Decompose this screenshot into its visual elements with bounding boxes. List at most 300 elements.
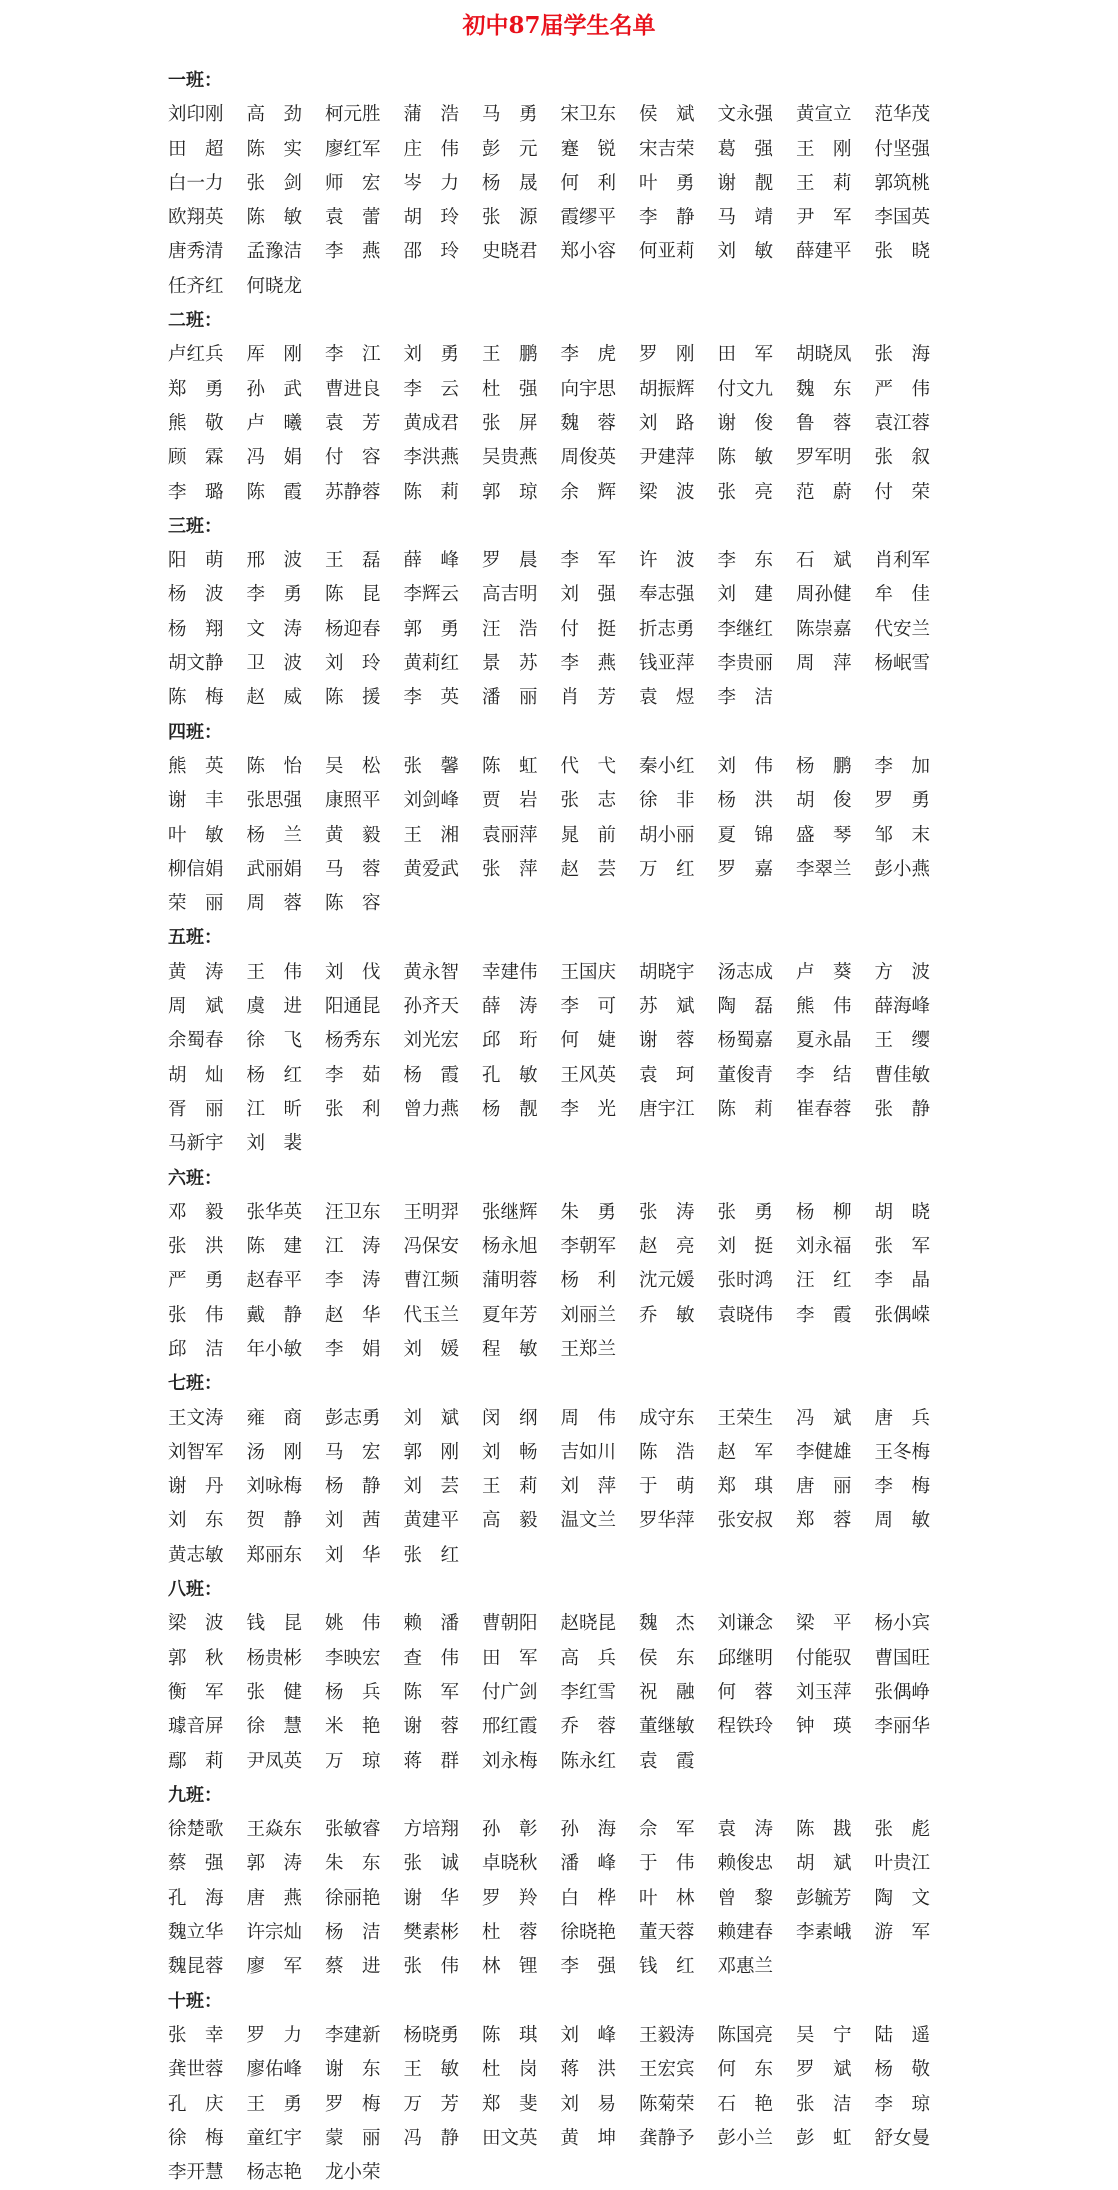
student-name: 孙 武 — [246, 378, 303, 400]
student-name: 胡小丽 — [639, 824, 695, 846]
student-name: 郭筑桃 — [874, 172, 931, 194]
student-name: 廖佑峰 — [246, 2059, 303, 2081]
student-name: 李 璐 — [168, 481, 224, 503]
student-name: 胥 丽 — [168, 1098, 224, 1120]
student-name: 邓惠兰 — [717, 1956, 774, 1978]
student-name: 陈 建 — [246, 1236, 303, 1258]
student-name: 牟 佳 — [874, 584, 931, 606]
student-name: 李 茹 — [325, 1064, 381, 1086]
student-name: 梁 波 — [168, 1613, 224, 1635]
student-name: 陈 敏 — [717, 447, 774, 469]
student-name: 师 宏 — [325, 172, 381, 194]
student-name: 郑 琪 — [717, 1476, 774, 1498]
name-row — [168, 2122, 968, 2156]
name-row — [168, 1504, 968, 1538]
student-name: 米 艳 — [325, 1716, 381, 1738]
student-name: 胡文静 — [168, 653, 224, 675]
student-name: 杨 洪 — [717, 790, 774, 812]
student-name: 王荣生 — [717, 1407, 774, 1429]
student-name: 黄宣立 — [796, 104, 852, 126]
student-name: 杨 翔 — [168, 618, 224, 640]
student-name: 张 洁 — [796, 2093, 852, 2115]
student-name: 余 辉 — [560, 481, 617, 503]
student-name: 王 敏 — [403, 2059, 460, 2081]
student-name: 李 江 — [325, 344, 381, 366]
student-name: 陈 琪 — [482, 2024, 538, 2046]
name-row — [168, 1059, 968, 1093]
student-name: 王 湘 — [403, 824, 460, 846]
student-name: 乔 蓉 — [560, 1716, 617, 1738]
student-name: 肖 芳 — [560, 687, 617, 709]
student-name: 周孙健 — [796, 584, 852, 606]
class-heading: 十班： — [168, 1990, 222, 2012]
student-name: 赵 华 — [325, 1304, 381, 1326]
student-name: 张 静 — [874, 1098, 931, 1120]
class-heading: 二班： — [168, 310, 222, 332]
student-name: 闵 纲 — [482, 1407, 538, 1429]
student-name: 廖红军 — [325, 138, 381, 160]
student-name: 罗 刚 — [639, 344, 695, 366]
student-name: 田 军 — [717, 344, 774, 366]
student-name: 杨秀东 — [325, 1030, 381, 1052]
student-name: 刘 路 — [639, 412, 695, 434]
student-name: 温文兰 — [560, 1510, 617, 1532]
student-name: 梁 波 — [639, 481, 695, 503]
student-name: 霞缪平 — [560, 207, 617, 229]
student-name: 张 屏 — [482, 412, 538, 434]
student-name: 武丽娟 — [246, 858, 303, 880]
student-name: 刘 强 — [560, 584, 617, 606]
student-name: 许 波 — [639, 550, 695, 572]
student-name: 王 莉 — [796, 172, 852, 194]
student-name: 邢红霞 — [482, 1716, 538, 1738]
student-name: 曹朝阳 — [482, 1613, 538, 1635]
student-name: 张华英 — [246, 1201, 303, 1223]
student-name: 魏立华 — [168, 1922, 224, 1944]
student-name: 杜 蓉 — [482, 1922, 538, 1944]
student-name: 苏 斌 — [639, 996, 695, 1018]
student-name: 王国庆 — [560, 961, 617, 983]
student-name: 张 剑 — [246, 172, 303, 194]
name-row — [168, 1710, 968, 1744]
student-name: 卢 葵 — [796, 961, 852, 983]
student-name: 赵 亮 — [639, 1236, 695, 1258]
student-name: 胡 玲 — [403, 207, 460, 229]
class-roster — [168, 64, 968, 2190]
student-name: 奉志强 — [639, 584, 695, 606]
student-name: 汪卫东 — [325, 1201, 381, 1223]
student-name: 李 霞 — [796, 1304, 852, 1326]
student-name: 李 静 — [639, 207, 695, 229]
student-name: 张 晓 — [874, 241, 931, 263]
student-name: 罗军明 — [796, 447, 852, 469]
student-name: 薛建平 — [796, 241, 852, 263]
student-name: 柳信娟 — [168, 858, 224, 880]
name-row — [168, 270, 968, 304]
name-row — [168, 956, 968, 990]
student-name: 张 勇 — [717, 1201, 774, 1223]
student-name: 杨 兰 — [246, 824, 303, 846]
student-name: 李 强 — [560, 1956, 617, 1978]
student-name: 付能驭 — [796, 1647, 852, 1669]
student-name: 张安叔 — [717, 1510, 774, 1532]
student-name: 曾力燕 — [403, 1098, 460, 1120]
student-name: 谢 蓉 — [403, 1716, 460, 1738]
student-name: 尹凤英 — [246, 1750, 303, 1772]
student-name: 刘 萍 — [560, 1476, 617, 1498]
student-name: 胡 俊 — [796, 790, 852, 812]
student-name: 方 波 — [874, 961, 931, 983]
student-name: 赵晓昆 — [560, 1613, 617, 1635]
student-name: 秦小红 — [639, 755, 695, 777]
student-name: 张 海 — [874, 344, 931, 366]
student-name: 钱 昆 — [246, 1613, 303, 1635]
student-name: 刘谦念 — [717, 1613, 774, 1635]
student-name: 王 伟 — [246, 961, 303, 983]
student-name: 于 伟 — [639, 1853, 695, 1875]
student-name: 黄 坤 — [560, 2127, 617, 2149]
name-row — [168, 338, 968, 372]
student-name: 孙 彰 — [482, 1819, 538, 1841]
student-name: 赖 潘 — [403, 1613, 460, 1635]
student-name: 李 云 — [403, 378, 460, 400]
student-name: 程铁玲 — [717, 1716, 774, 1738]
student-name: 彭 虹 — [796, 2127, 852, 2149]
student-name: 李洪燕 — [403, 447, 460, 469]
student-name: 薛海峰 — [874, 996, 931, 1018]
student-name: 杨 靓 — [482, 1098, 538, 1120]
class-heading: 四班： — [168, 721, 222, 743]
student-name: 苏静蓉 — [325, 481, 381, 503]
student-name: 刘 裴 — [246, 1133, 303, 1155]
name-row — [168, 887, 968, 921]
student-name: 魏 杰 — [639, 1613, 695, 1635]
student-name: 宋卫东 — [560, 104, 617, 126]
student-name: 陈永红 — [560, 1750, 617, 1772]
student-name: 刘 媛 — [403, 1338, 460, 1360]
student-name: 魏 蓉 — [560, 412, 617, 434]
student-name: 王 磊 — [325, 550, 381, 572]
student-name: 付文九 — [717, 378, 774, 400]
class-heading: 七班： — [168, 1373, 222, 1395]
student-name: 田 超 — [168, 138, 224, 160]
student-name: 邹 末 — [874, 824, 931, 846]
student-name: 厍 刚 — [246, 344, 303, 366]
student-name: 史晓君 — [482, 241, 538, 263]
student-name: 璩音屏 — [168, 1716, 224, 1738]
student-name: 方培翔 — [403, 1819, 460, 1841]
student-name: 王郑兰 — [560, 1338, 617, 1360]
student-name: 杨 敬 — [874, 2059, 931, 2081]
student-name: 李 琼 — [874, 2093, 931, 2115]
student-name: 阳 萌 — [168, 550, 224, 572]
student-name: 何晓龙 — [246, 275, 303, 297]
student-name: 唐 兵 — [874, 1407, 931, 1429]
class-heading: 六班： — [168, 1167, 222, 1189]
student-name: 李 军 — [560, 550, 617, 572]
student-name: 孙 海 — [560, 1819, 617, 1841]
name-row — [168, 1470, 968, 1504]
student-name: 杨小宾 — [874, 1613, 931, 1635]
student-name: 叶 敏 — [168, 824, 224, 846]
student-name: 夏 锦 — [717, 824, 774, 846]
student-name: 陈 昆 — [325, 584, 381, 606]
student-name: 杨 利 — [560, 1270, 617, 1292]
student-name: 卢红兵 — [168, 344, 224, 366]
student-name: 梁 平 — [796, 1613, 852, 1635]
student-name: 王毅涛 — [639, 2024, 695, 2046]
student-name: 汤志成 — [717, 961, 774, 983]
student-name: 张 亮 — [717, 481, 774, 503]
student-name: 彭 元 — [482, 138, 538, 160]
student-name: 邱 洁 — [168, 1338, 224, 1360]
student-name: 付坚强 — [874, 138, 931, 160]
student-name: 薛 涛 — [482, 996, 538, 1018]
student-name: 马 勇 — [482, 104, 538, 126]
student-name: 王明羿 — [403, 1201, 460, 1223]
student-name: 刘智军 — [168, 1441, 224, 1463]
student-name: 徐 梅 — [168, 2127, 224, 2149]
student-name: 林 锂 — [482, 1956, 538, 1978]
student-name: 廖 军 — [246, 1956, 303, 1978]
class-section — [168, 304, 968, 510]
student-name: 魏昆蓉 — [168, 1956, 224, 1978]
student-name: 李 娟 — [325, 1338, 381, 1360]
student-name: 邱 珩 — [482, 1030, 538, 1052]
name-row — [168, 2088, 968, 2122]
student-name: 魏 东 — [796, 378, 852, 400]
student-name: 陈 莉 — [717, 1098, 774, 1120]
class-section — [168, 510, 968, 716]
name-row — [168, 853, 968, 887]
student-name: 田文英 — [482, 2127, 538, 2149]
student-name: 杨 鹏 — [796, 755, 852, 777]
student-name: 赖俊忠 — [717, 1853, 774, 1875]
name-row — [168, 1024, 968, 1058]
class-section — [168, 1985, 968, 2190]
student-name: 李 燕 — [560, 653, 617, 675]
student-name: 周俊英 — [560, 447, 617, 469]
student-name: 袁晓伟 — [717, 1304, 774, 1326]
student-name: 葛 强 — [717, 138, 774, 160]
student-name: 杨蜀嘉 — [717, 1030, 774, 1052]
student-name: 徐 慧 — [246, 1716, 303, 1738]
student-name: 阳通昆 — [325, 996, 381, 1018]
student-name: 万 琼 — [325, 1750, 381, 1772]
student-name: 刘 峰 — [560, 2024, 617, 2046]
student-name: 侯 东 — [639, 1647, 695, 1669]
name-row — [168, 235, 968, 269]
student-name: 熊 伟 — [796, 996, 852, 1018]
student-name: 石 艳 — [717, 2093, 774, 2115]
name-row — [168, 167, 968, 201]
student-name: 郑丽东 — [246, 1544, 303, 1566]
student-name: 年小敏 — [246, 1338, 303, 1360]
name-row — [168, 819, 968, 853]
student-name: 刘咏梅 — [246, 1476, 303, 1498]
student-name: 龚静予 — [639, 2127, 695, 2149]
student-name: 杨 柳 — [796, 1201, 852, 1223]
page-title: 初中87届学生名单 — [462, 12, 656, 39]
student-name: 郭 秋 — [168, 1647, 224, 1669]
student-name: 陈 容 — [325, 893, 381, 915]
student-name: 蒙 丽 — [325, 2127, 381, 2149]
student-name: 杨志艳 — [246, 2162, 303, 2184]
student-name: 张偶峥 — [874, 1681, 931, 1703]
student-name: 陈 浩 — [639, 1441, 695, 1463]
student-name: 王 鹏 — [482, 344, 538, 366]
student-name: 陈 梅 — [168, 687, 224, 709]
name-row — [168, 647, 968, 681]
student-name: 郑 蓉 — [796, 1510, 852, 1532]
student-name: 张 利 — [325, 1098, 381, 1120]
student-name: 王 缨 — [874, 1030, 931, 1052]
class-heading: 九班： — [168, 1784, 222, 1806]
name-row — [168, 1436, 968, 1470]
class-section — [168, 716, 968, 922]
student-name: 周 蓉 — [246, 893, 303, 915]
student-name: 周 伟 — [560, 1407, 617, 1429]
student-name: 袁 涛 — [717, 1819, 774, 1841]
name-row — [168, 1299, 968, 1333]
student-name: 汪 浩 — [482, 618, 538, 640]
name-row — [168, 1196, 968, 1230]
student-name: 杨 红 — [246, 1064, 303, 1086]
student-name: 蒋 群 — [403, 1750, 460, 1772]
student-name: 龙小荣 — [325, 2162, 381, 2184]
student-name: 陈 敏 — [246, 207, 303, 229]
student-name: 徐 飞 — [246, 1030, 303, 1052]
student-name: 陶 文 — [874, 1887, 931, 1909]
student-name: 胡 晓 — [874, 1201, 931, 1223]
student-name: 王文涛 — [168, 1407, 224, 1429]
student-name: 夏永晶 — [796, 1030, 852, 1052]
student-name: 赵 军 — [717, 1441, 774, 1463]
student-name: 邢 波 — [246, 550, 303, 572]
student-name: 刘 勇 — [403, 344, 460, 366]
student-name: 朱 东 — [325, 1853, 381, 1875]
student-name: 熊 英 — [168, 755, 224, 777]
student-name: 李映宏 — [325, 1647, 381, 1669]
student-name: 尹 军 — [796, 207, 852, 229]
student-name: 张思强 — [246, 790, 303, 812]
student-name: 冯 娟 — [246, 447, 303, 469]
student-name: 彭小燕 — [874, 858, 931, 880]
student-name: 衡 军 — [168, 1681, 224, 1703]
student-name: 徐丽艳 — [325, 1887, 381, 1909]
class-heading: 五班： — [168, 927, 222, 949]
student-name: 李朝军 — [560, 1236, 617, 1258]
student-name: 胡 斌 — [796, 1853, 852, 1875]
student-name: 蔡 强 — [168, 1853, 224, 1875]
student-name: 代玉兰 — [403, 1304, 460, 1326]
student-name: 何 利 — [560, 172, 617, 194]
student-name: 张敏睿 — [325, 1819, 381, 1841]
student-name: 夏年芳 — [482, 1304, 538, 1326]
student-name: 邵 玲 — [403, 241, 460, 263]
student-name: 高 劲 — [246, 104, 303, 126]
student-name: 杨贵彬 — [246, 1647, 303, 1669]
student-name: 李国英 — [874, 207, 931, 229]
name-row — [168, 1607, 968, 1641]
student-name: 鄢 莉 — [168, 1750, 224, 1772]
student-name: 吉如川 — [560, 1441, 617, 1463]
student-name: 冯保安 — [403, 1236, 460, 1258]
student-name: 赵 威 — [246, 687, 303, 709]
student-name: 刘剑峰 — [403, 790, 460, 812]
student-name: 周 敏 — [874, 1510, 931, 1532]
name-row — [168, 990, 968, 1024]
student-name: 张偶嵘 — [874, 1304, 931, 1326]
student-name: 杜 强 — [482, 378, 538, 400]
student-name: 刘 挺 — [717, 1236, 774, 1258]
student-name: 高吉明 — [482, 584, 538, 606]
student-name: 游 军 — [874, 1922, 931, 1944]
student-name: 杨永旭 — [482, 1236, 538, 1258]
student-name: 刘永福 — [796, 1236, 852, 1258]
student-name: 孔 敏 — [482, 1064, 538, 1086]
student-name: 柯元胜 — [325, 104, 381, 126]
student-name: 李翠兰 — [796, 858, 852, 880]
student-name: 李红雪 — [560, 1681, 617, 1703]
student-name: 郭 涛 — [246, 1853, 303, 1875]
name-row — [168, 1847, 968, 1881]
student-name: 彭志勇 — [325, 1407, 381, 1429]
student-name: 陈 军 — [403, 1681, 460, 1703]
student-name: 叶 勇 — [639, 172, 695, 194]
student-name: 万 芳 — [403, 2093, 460, 2115]
student-name: 石 斌 — [796, 550, 852, 572]
student-name: 罗 羚 — [482, 1887, 538, 1909]
student-name: 张 馨 — [403, 755, 460, 777]
student-name: 冯 斌 — [796, 1407, 852, 1429]
student-name: 李健雄 — [796, 1441, 852, 1463]
student-name: 佘 军 — [639, 1819, 695, 1841]
student-name: 胡振辉 — [639, 378, 695, 400]
name-row — [168, 373, 968, 407]
student-name: 谢 蓉 — [639, 1030, 695, 1052]
student-name: 李贵丽 — [717, 653, 774, 675]
student-name: 赵春平 — [246, 1270, 303, 1292]
student-name: 熊 敬 — [168, 412, 224, 434]
student-name: 高 兵 — [560, 1647, 617, 1669]
student-name: 曹江频 — [403, 1270, 460, 1292]
student-name: 彭小兰 — [717, 2127, 774, 2149]
student-name: 吴 宁 — [796, 2024, 852, 2046]
student-name: 卓晓秋 — [482, 1853, 538, 1875]
student-name: 何 蓉 — [717, 1681, 774, 1703]
student-name: 范华茂 — [874, 104, 931, 126]
student-name: 刘 斌 — [403, 1407, 460, 1429]
student-name: 何 东 — [717, 2059, 774, 2081]
name-row — [168, 1402, 968, 1436]
student-name: 刘印刚 — [168, 104, 224, 126]
name-row — [168, 407, 968, 441]
student-name: 罗华萍 — [639, 1510, 695, 1532]
student-name: 晁 前 — [560, 824, 617, 846]
student-name: 代 弋 — [560, 755, 617, 777]
student-name: 江 昕 — [246, 1098, 303, 1120]
student-name: 顾 霖 — [168, 447, 224, 469]
name-row — [168, 133, 968, 167]
student-name: 陈 援 — [325, 687, 381, 709]
name-row — [168, 681, 968, 715]
student-name: 童红宇 — [246, 2127, 303, 2149]
student-name: 刘 华 — [325, 1544, 381, 1566]
student-name: 谢 靓 — [717, 172, 774, 194]
student-name: 李丽华 — [874, 1716, 931, 1738]
student-name: 郭 琼 — [482, 481, 538, 503]
